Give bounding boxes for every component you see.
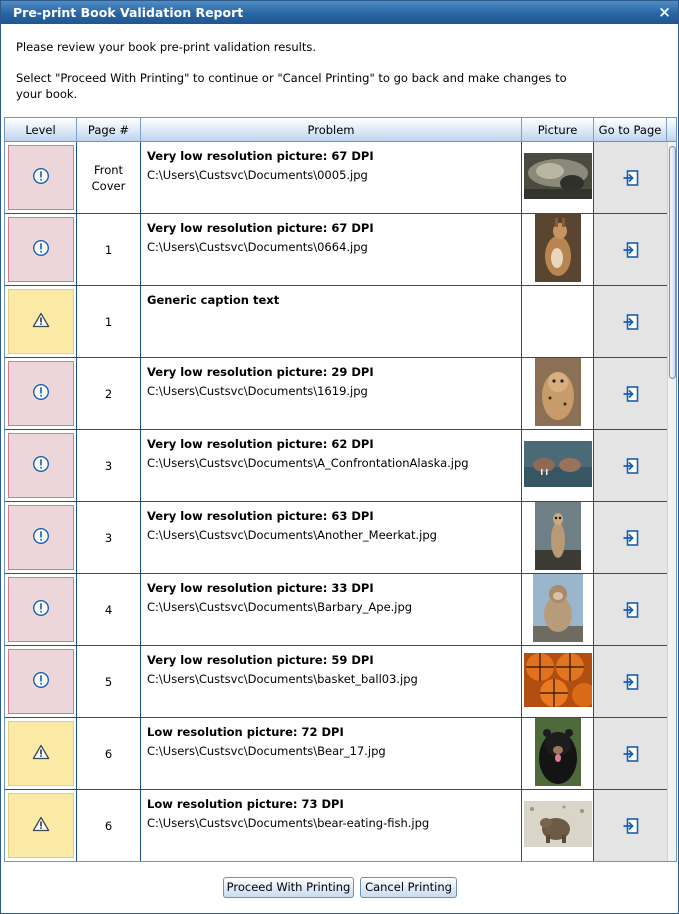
level-cell — [5, 214, 77, 285]
go-to-page-cell[interactable] — [594, 286, 667, 357]
error-level-indicator — [8, 505, 74, 570]
problem-file-path: C:\Users\Custsvc\Documents\0005.jpg — [147, 168, 368, 182]
picture-image[interactable] — [533, 574, 583, 645]
go-to-page-cell[interactable] — [594, 358, 667, 429]
go-to-page-icon[interactable] — [622, 385, 640, 403]
go-to-page-cell[interactable] — [594, 718, 667, 789]
level-cell — [5, 286, 77, 357]
picture-cell — [522, 574, 594, 645]
error-circle-icon — [32, 527, 50, 548]
picture-cell — [522, 430, 594, 501]
go-to-page-cell[interactable] — [594, 646, 667, 717]
header-picture[interactable]: Picture — [522, 118, 594, 142]
problem-cell — [141, 574, 522, 645]
table-row[interactable] — [5, 286, 667, 358]
picture-cell — [522, 502, 594, 573]
go-to-page-cell[interactable] — [594, 790, 667, 861]
table-row[interactable] — [5, 214, 667, 286]
header-scroll-corner — [667, 118, 676, 142]
page-number: 5 — [77, 646, 141, 717]
level-cell — [5, 502, 77, 573]
level-cell — [5, 574, 77, 645]
page-number: 3 — [77, 430, 141, 501]
error-level-indicator — [8, 433, 74, 498]
problem-title: Very low resolution picture: 63 DPI — [147, 509, 374, 523]
go-to-page-icon[interactable] — [622, 745, 640, 763]
intro-line-2: Select "Proceed With Printing" to continue or "Cancel Printing" to go back and make changes to your book. — [16, 71, 567, 101]
problem-title: Very low resolution picture: 33 DPI — [147, 581, 374, 595]
problem-cell — [141, 286, 522, 357]
table-row[interactable] — [5, 646, 667, 718]
go-to-page-cell[interactable] — [594, 142, 667, 213]
intro-text — [16, 39, 576, 117]
page-number: 4 — [77, 574, 141, 645]
go-to-page-cell[interactable] — [594, 502, 667, 573]
header-page[interactable]: Page # — [77, 118, 141, 142]
go-to-page-icon[interactable] — [622, 457, 640, 475]
error-circle-icon — [32, 455, 50, 476]
picture-cell — [522, 286, 594, 357]
error-level-indicator — [8, 145, 74, 210]
problem-file-path: C:\Users\Custsvc\Documents\Bear_17.jpg — [147, 744, 386, 758]
go-to-page-icon[interactable] — [622, 673, 640, 691]
picture-image[interactable] — [524, 801, 592, 850]
error-circle-icon — [32, 239, 50, 260]
go-to-page-icon[interactable] — [622, 817, 640, 835]
problem-cell — [141, 142, 522, 213]
problem-title: Very low resolution picture: 29 DPI — [147, 365, 374, 379]
level-cell — [5, 142, 77, 213]
go-to-page-icon[interactable] — [622, 313, 640, 331]
go-to-page-cell[interactable] — [594, 214, 667, 285]
problem-file-path: C:\Users\Custsvc\Documents\basket_ball03.jpg — [147, 672, 418, 686]
problem-title: Very low resolution picture: 59 DPI — [147, 653, 374, 667]
error-circle-icon — [32, 599, 50, 620]
table-row[interactable] — [5, 430, 667, 502]
vertical-scrollbar[interactable] — [667, 142, 676, 862]
table-row[interactable] — [5, 718, 667, 790]
problem-title: Very low resolution picture: 62 DPI — [147, 437, 374, 451]
problem-cell — [141, 430, 522, 501]
go-to-page-icon[interactable] — [622, 529, 640, 547]
go-to-page-cell[interactable] — [594, 430, 667, 501]
table-body — [5, 142, 667, 862]
problem-cell — [141, 502, 522, 573]
page-number: 6 — [77, 790, 141, 861]
picture-image[interactable] — [524, 153, 592, 202]
page-number: Front Cover — [77, 142, 141, 213]
problem-title: Low resolution picture: 73 DPI — [147, 797, 344, 811]
close-icon[interactable]: × — [658, 3, 671, 21]
problem-cell — [141, 790, 522, 861]
warning-triangle-icon — [32, 744, 50, 763]
warning-level-indicator — [8, 721, 74, 786]
table-row[interactable] — [5, 358, 667, 430]
error-level-indicator — [8, 577, 74, 642]
level-cell — [5, 718, 77, 789]
problem-file-path: C:\Users\Custsvc\Documents\1619.jpg — [147, 384, 368, 398]
page-number: 2 — [77, 358, 141, 429]
intro-line-1: Please review your book pre-print validation results. — [16, 40, 316, 54]
problem-file-path: C:\Users\Custsvc\Documents\0664.jpg — [147, 240, 368, 254]
warning-level-indicator — [8, 289, 74, 354]
problem-title: Very low resolution picture: 67 DPI — [147, 149, 374, 163]
page-number: 1 — [77, 286, 141, 357]
picture-image[interactable] — [535, 214, 581, 285]
table-row[interactable] — [5, 790, 667, 862]
problem-title: Generic caption text — [147, 293, 280, 307]
go-to-page-icon[interactable] — [622, 169, 640, 187]
problem-file-path: C:\Users\Custsvc\Documents\Another_Meerkat.jpg — [147, 528, 437, 542]
problem-file-path: C:\Users\Custsvc\Documents\Barbary_Ape.jpg — [147, 600, 413, 614]
problem-cell — [141, 214, 522, 285]
problem-title: Low resolution picture: 72 DPI — [147, 725, 344, 739]
problem-cell — [141, 358, 522, 429]
header-goto[interactable]: Go to Page — [594, 118, 667, 142]
warning-triangle-icon — [32, 312, 50, 331]
header-level[interactable]: Level — [5, 118, 77, 142]
warning-triangle-icon — [32, 816, 50, 835]
picture-image[interactable] — [535, 502, 581, 573]
go-to-page-cell[interactable] — [594, 574, 667, 645]
problem-title: Very low resolution picture: 67 DPI — [147, 221, 374, 235]
validation-table — [4, 117, 677, 862]
header-problem[interactable]: Problem — [141, 118, 522, 142]
picture-image[interactable] — [535, 718, 581, 789]
scrollbar-thumb[interactable] — [669, 146, 676, 379]
level-cell — [5, 430, 77, 501]
table-row[interactable] — [5, 502, 667, 574]
picture-cell — [522, 142, 594, 213]
problem-cell — [141, 646, 522, 717]
go-to-page-icon[interactable] — [622, 601, 640, 619]
picture-image[interactable] — [524, 441, 592, 490]
page-number: 1 — [77, 214, 141, 285]
page-number: 3 — [77, 502, 141, 573]
proceed-printing-button[interactable]: Proceed With Printing — [223, 877, 354, 898]
picture-cell — [522, 646, 594, 717]
picture-image[interactable] — [535, 358, 581, 429]
go-to-page-icon[interactable] — [622, 241, 640, 259]
title-bar — [1, 1, 678, 24]
picture-cell — [522, 790, 594, 861]
page-number: 6 — [77, 718, 141, 789]
level-cell — [5, 646, 77, 717]
problem-file-path: C:\Users\Custsvc\Documents\A_ConfrontationAlaska.jpg — [147, 456, 469, 470]
picture-cell — [522, 718, 594, 789]
problem-cell — [141, 718, 522, 789]
picture-image[interactable] — [524, 653, 592, 710]
picture-cell — [522, 358, 594, 429]
error-level-indicator — [8, 361, 74, 426]
level-cell — [5, 358, 77, 429]
problem-file-path: C:\Users\Custsvc\Documents\bear-eating-fish.jpg — [147, 816, 430, 830]
picture-cell — [522, 214, 594, 285]
error-level-indicator — [8, 217, 74, 282]
error-circle-icon — [32, 671, 50, 692]
window-title: Pre-print Book Validation Report — [13, 5, 244, 20]
table-header — [5, 118, 676, 142]
table-row[interactable] — [5, 574, 667, 646]
warning-level-indicator — [8, 793, 74, 858]
error-circle-icon — [32, 383, 50, 404]
cancel-printing-button[interactable]: Cancel Printing — [360, 877, 457, 898]
error-circle-icon — [32, 167, 50, 188]
level-cell — [5, 790, 77, 861]
error-level-indicator — [8, 649, 74, 714]
table-row[interactable] — [5, 142, 667, 214]
